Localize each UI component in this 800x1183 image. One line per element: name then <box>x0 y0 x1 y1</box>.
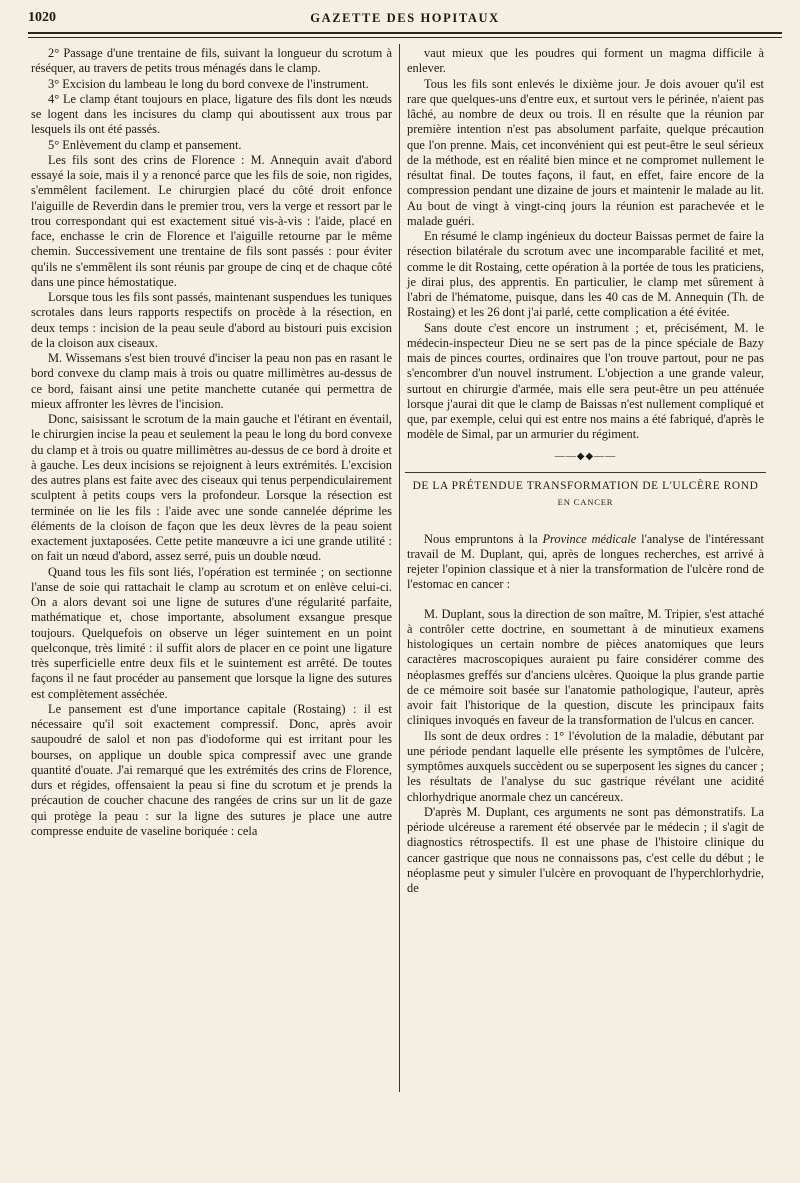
section-ornament: ——◆◆—— <box>554 450 617 462</box>
paragraph: M. Duplant, sous la direction de son maître, M. Tripier, s'est attaché à contrôler cette doctrine, en soumettant à de minutieux examens histologiques un certain nombre de pièces anatomiques que leurs caractères macroscopiques auraient pu faire considérer comme des néoplasmes greffés sur d'anciens ulcères. Quoique la plus grande partie de ce mémoire soit basée sur l'anatomie pathologique, l'auteur, après avoir fait l'historique de la question, discute les principaux faits cliniques invoqués en faveur de la transformation de l'ulcus en cancer. <box>407 606 764 728</box>
source-journal: Province médicale <box>542 531 637 546</box>
header-rule-thick <box>28 32 782 34</box>
paragraph: Le pansement est d'une importance capitale (Rostaing) : il est nécessaire qu'il soit exactement compressif. Donc, après avoir saupoudré de salol et non pas d'iodoforme qui est irritant pour les bourses, on applique un double spica compressif avec une grande quantité d'ouate. J'ai remarqué que les extrémités des crins de Florence, durs et régides, offensaient la peau si fine du scrotum et je prends la précaution de coucher chacune des rangées de crins sur un lit de gaze qui protège la peau : sur la ligne des sutures je place une autre compresse enduite de vaseline boriquée : cela <box>31 701 392 838</box>
paragraph: En résumé le clamp ingénieux du docteur Baissas permet de faire la résection bilatérale du scrotum avec une incomparable facilité et met, comme le dit Rostaing, cette opération à la portée de tous les praticiens, je dirai plus, des apprentis. En particulier, le clamp met sûrement à l'abri de l'hématome, puisque, dans les 40 cas de M. Annequin (Th. de Rostaing) et les 26 dont j'ai parlé, cette complication a été évitée. <box>407 229 764 320</box>
section-subtitle: EN CANCER <box>557 496 614 507</box>
paragraph: Donc, saisissant le scrotum de la main gauche et l'étirant en éventail, le chirurgien incise la peau et seulement la peau le long du bord convexe du clamp et à trois ou quatre millimètres au-dessus de ce bord à droite et à gauche. Les deux incisions se rejoignent à leurs extrémités. L'excision des autres plans est faite avec des ciseaux qui tenus perpendiculairement sculptent à petits coups vers la profondeur. Lorsque la résection est terminée on lie les fils : l'aide avec une sonde cannelée déprime les éléments de la cloison de façon que les deux lèvres de la peau soient exactement juxtaposées. Cette petite manœuvre a ici une grande utilité : on fait un nœud d'abord, assez serré, puis un double nœud. <box>31 412 392 564</box>
paragraph: 2° Passage d'une trentaine de fils, suivant la longueur du scrotum à réséquer, au travers de petits trous ménagés dans le clamp. <box>31 46 392 76</box>
intro-paragraph <box>407 532 764 593</box>
paragraph: Ils sont de deux ordres : 1° l'évolution de la maladie, débutant par une période pendant laquelle elle présente les symptômes de l'ulcère, symptômes auxquels succèdent ou se superposent les signes du cancer ; les résultats de l'analyse du suc gastrique révélant une acidité chlorhydrique anormale chez un cancéreux. <box>407 728 764 804</box>
left-column <box>31 46 392 839</box>
paragraph: Tous les fils sont enlevés le dixième jour. Je dois avouer qu'il est rare que quelques-uns d'entre eux, et surtout vers le périnée, n'aient pas lâché, au nombre de deux ou trois. Il en résulte que la réunion par première intention n'est pas absolument parfaite, quelque précaution que l'on prenne. Mais, cet inconvénient qui est peut-être le seul sérieux de la méthode, est en réalité bien mince et ne compromet nullement le résultat final. De toutes façons, il faut, en effet, faire encore de la compression pendant une dizaine de jours et maintenir le malade au lit. Au bout de vingt à vingt-cinq jours la réunion est parachevée et le malade guéri. <box>407 76 764 228</box>
page-number: 1020 <box>28 10 56 25</box>
paragraph: 5° Enlèvement du clamp et pansement. <box>48 137 242 152</box>
running-title: GAZETTE DES HOPITAUX <box>310 11 500 25</box>
intro-text-after: l'analyse de l'intéressant travail de M. Duplant, qui, après de longues recherches, est arrivé à rejeter l'opinion classique et à nier la transformation de l'ulcère rond de l'estomac en cancer : <box>407 531 764 592</box>
paragraph: 3° Excision du lambeau le long du bord convexe de l'instrument. <box>48 76 369 91</box>
right-column <box>407 46 764 896</box>
section-rule <box>405 472 766 473</box>
paragraph: 4° Le clamp étant toujours en place, ligature des fils dont les nœuds se logent dans les incisures du clamp qui aboutissent aux trous par lesquels ils ont été passés. <box>31 91 392 137</box>
paragraph: Les fils sont des crins de Florence : M. Annequin avait d'abord essayé la soie, mais il y a renoncé parce que les fils de soie, non rigides, s'emmêlent facilement. Le chirurgien placé du côté droit enfonce l'aiguille de Reverdin dans le premier trou, vers la verge et ressort par le trou correspondant qui est exactement situé vis-à-vis : l'aide, placé en face, enchasse le crin de Florence et l'aiguille retourne par le même chemin. Successivement une trentaine de fils sont passés : pour éviter qu'ils ne s'emmêlent ils sont réunis par groupe de cinq et de chaque côté dans une pince hémostatique. <box>31 152 392 289</box>
paragraph: Lorsque tous les fils sont passés, maintenant suspendues les tuniques scrotales dans leurs rapports respectifs on procède à la résection, en deux temps : incision de la peau seule d'abord au bistouri puis excision de la cloison aux ciseaux. <box>31 290 392 350</box>
paragraph: vaut mieux que les poudres qui forment un magma difficile à enlever. <box>407 46 764 76</box>
paragraph: Sans doute c'est encore un instrument ; et, précisément, M. le médecin-inspecteur Dieu ne se sert pas de la pince spéciale de Bazy mais de pinces courtes, ordinaires que l'on trouve partout, pour ne pas s'encombrer d'un nouvel instrument. L'objection a une grande valeur, surtout en chirurgie d'armée, mais elle sera peut-être un peu atténuée lorsque j'aurai dit que le clamp de Baissas n'est nullement compliqué et que, par exemple, celui qui est entre nos mains a été fabriqué, d'après le modèle de Simal, par un armurier du régiment. <box>407 320 764 442</box>
page-header <box>28 10 782 32</box>
paragraph: D'après M. Duplant, ces arguments ne sont pas démonstratifs. La période ulcéreuse a rarement été observée par le médecin ; il s'agit de diagnostics rétrospectifs. Il est une phase de l'histoire clinique du cancer gastrique que nous ne connaissons pas, c'est celle du début ; le néoplasme peut y simuler l'ulcère en provoquant de l'hyperchlorhydrie, de <box>407 804 764 895</box>
section-title: DE LA PRÉTENDUE TRANSFORMATION DE L'ULCÈRE ROND <box>412 479 759 492</box>
header-rule-thin <box>28 37 782 38</box>
column-divider <box>399 44 400 1092</box>
intro-text-before: Nous empruntons à la <box>424 531 543 546</box>
paragraph: M. Wissemans s'est bien trouvé d'inciser la peau non pas en rasant le bord convexe du clamp mais à trois ou quatre millimètres au-dessus de ce bord, faisant ainsi une petite manchette cutanée qui permettra de mieux affronter les lèvres de l'incision. <box>31 351 392 411</box>
paragraph: Quand tous les fils sont liés, l'opération est terminée ; on sectionne l'anse de soie qui rattachait le clamp au scrotum et on enlève celui-ci. On a alors devant soi une ligne de sutures d'une régularité parfaite, mathématique et, chose importante, absolument exsangue presque toujours. Quelquefois on observe un léger suintement en un point quelconque, très limité : il suffit alors de placer en ce point une ligature très superficielle entre deux fils et le suintement est arrêté. De toutes façons il ne faut procéder au pansement que lorsque la ligne des sutures est complètement asséchée. <box>31 564 392 701</box>
